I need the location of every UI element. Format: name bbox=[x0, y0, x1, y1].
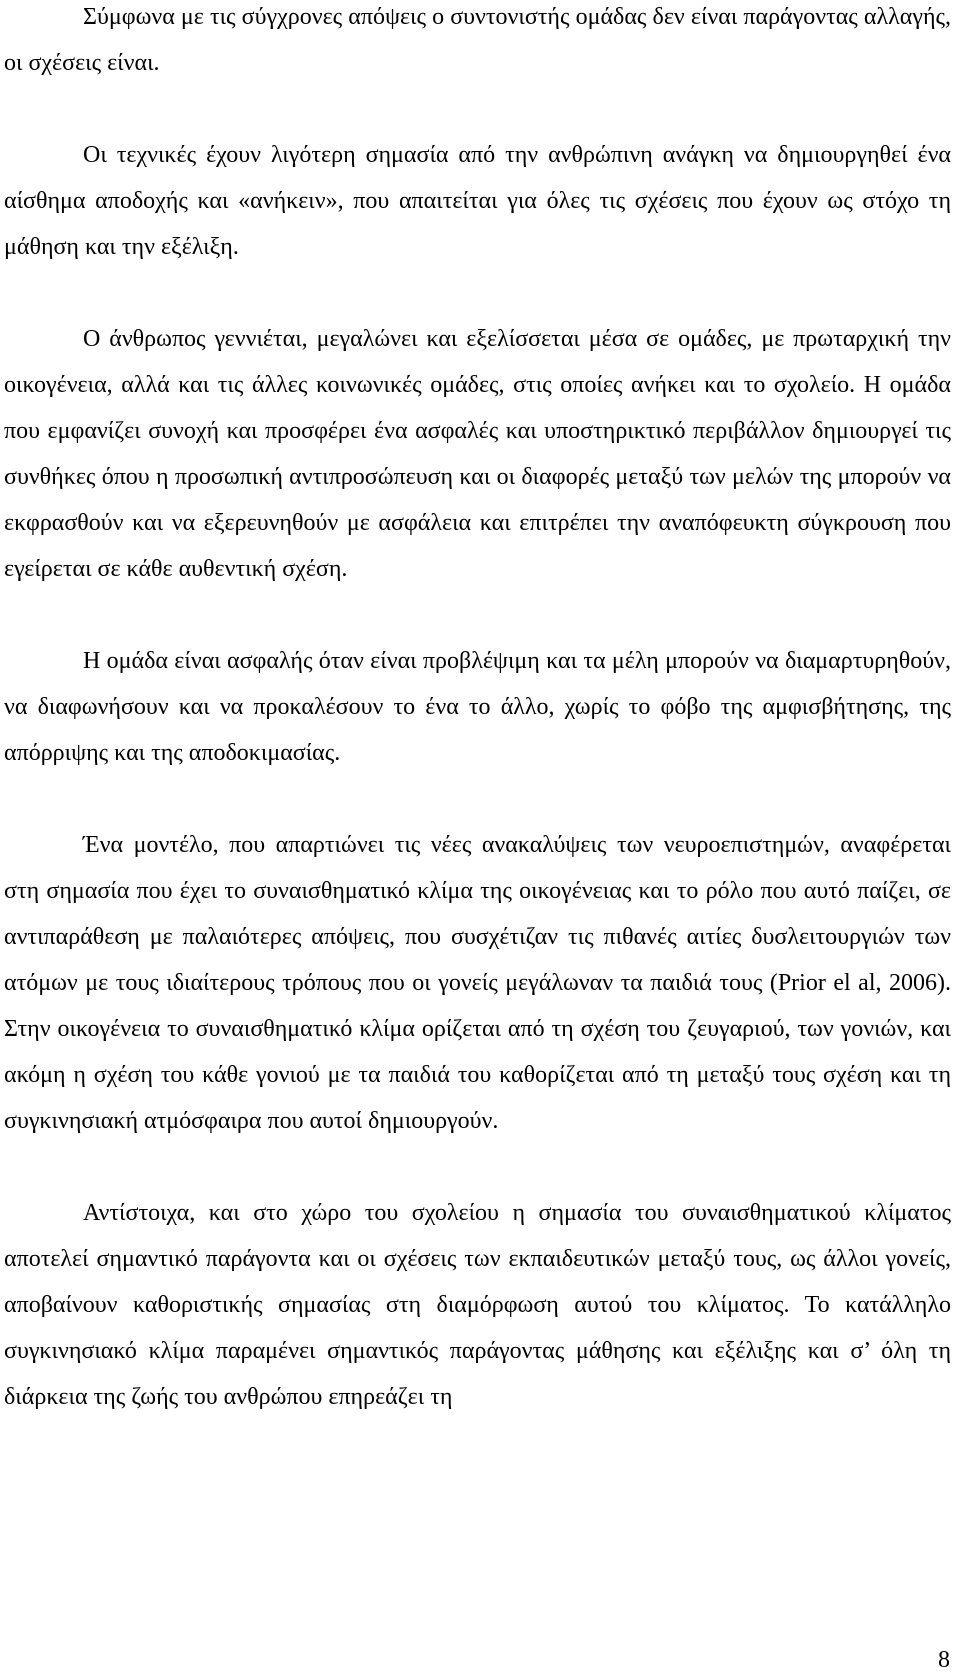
document-body bbox=[4, 0, 951, 1420]
paragraph-2: Οι τεχνικές έχουν λιγότερη σημασία από την ανθρώπινη ανάγκη να δημιουργηθεί ένα αίσθημα αποδοχής και «ανήκειν», που απαιτείται για όλες τις σχέσεις που έχουν ως στόχο τη μάθηση και την εξέλιξη. bbox=[4, 142, 951, 260]
paragraph-6: Αντίστοιχα, και στο χώρο του σχολείου η σημασία του συναισθηματικού κλίματος αποτελεί σημαντικό παράγοντα και οι σχέσεις των εκπαιδευτικών μεταξύ τους, ως άλλοι γονείς, αποβαίνουν καθοριστικής σημασίας στη διαμόρφωση αυτού του κλίματος. Το κατάλληλο συγκινησιακό κλίμα παραμένει σημαντικός παράγοντας μάθησης και εξέλιξης και σ’ όλη τη διάρκεια της ζωής του ανθρώπου επηρεάζει τη bbox=[4, 1200, 951, 1410]
paragraph-4: Η ομάδα είναι ασφαλής όταν είναι προβλέψιμη και τα μέλη μπορούν να διαμαρτυρηθούν, να διαφωνήσουν και να προκαλέσουν το ένα το άλλο, χωρίς το φόβο της αμφισβήτησης, της απόρριψης και της αποδοκιμασίας. bbox=[4, 648, 951, 766]
paragraph-3: Ο άνθρωπος γεννιέται, μεγαλώνει και εξελίσσεται μέσα σε ομάδες, με πρωταρχική την οικογένεια, αλλά και τις άλλες κοινωνικές ομάδες, στις οποίες ανήκει και το σχολείο. Η ομάδα που εμφανίζει συνοχή και προσφέρει ένα ασφαλές και υποστηρικτικό περιβάλλον δημιουργεί τις συνθήκες όπου η προσωπική αντιπροσώπευση και οι διαφορές μεταξύ των μελών της μπορούν να εκφρασθούν και να εξερευνηθούν με ασφάλεια και επιτρέπει την αναπόφευκτη σύγκρουση που εγείρεται σε κάθε αυθεντική σχέση. bbox=[4, 326, 951, 582]
paragraph-5: Ένα μοντέλο, που απαρτιώνει τις νέες ανακαλύψεις των νευροεπιστημών, αναφέρεται στη σημασία που έχει το συναισθηματικό κλίμα της οικογένειας και το ρόλο που αυτό παίζει, σε αντιπαράθεση με παλαιότερες απόψεις, που συσχέτιζαν τις πιθανές αιτίες δυσλειτουργιών των ατόμων με τους ιδιαίτερους τρόπους που οι γονείς μεγάλωναν τα παιδιά τους (Prior el al, 2006). Στην οικογένεια το συναισθηματικό κλίμα ορίζεται από τη σχέση του ζευγαριού, των γονιών, και ακόμη η σχέση του κάθε γονιού με τα παιδιά του καθορίζεται από τη μεταξύ τους σχέση και τη συγκινησιακή ατμόσφαιρα που αυτοί δημιουργούν. bbox=[4, 832, 951, 1134]
paragraph-1: Σύμφωνα με τις σύγχρονες απόψεις ο συντονιστής ομάδας δεν είναι παράγοντας αλλαγής, οι σχέσεις είναι. bbox=[4, 4, 951, 76]
page-number: 8 bbox=[938, 1647, 950, 1673]
